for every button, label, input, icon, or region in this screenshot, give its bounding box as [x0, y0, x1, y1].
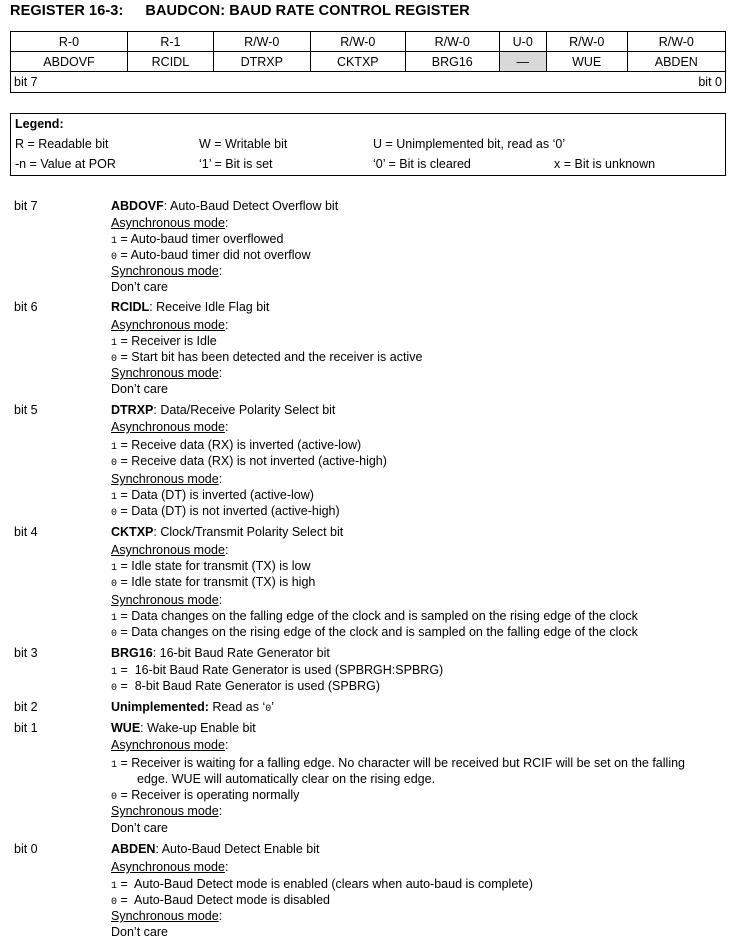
bit1-value-0: 0 = Receiver is operating normally	[111, 788, 300, 803]
bit7-async-heading: Asynchronous mode:	[111, 216, 229, 230]
bit0-title: ABDEN: Auto-Baud Detect Enable bit	[111, 842, 320, 856]
bit5-value-0: 0 = Receive data (RX) is not inverted (active-high)	[111, 454, 387, 469]
bit5-title: DTRXP: Data/Receive Polarity Select bit	[111, 403, 336, 417]
bit7-title: ABDOVF: Auto-Baud Detect Overflow bit	[111, 199, 339, 213]
legend-writable: W = Writable bit	[199, 137, 288, 151]
bit1-value-1: 1 = Receiver is waiting for a falling edge. No character will be received but RCIF will be set on the falling	[111, 756, 685, 771]
bit4-value-0: 0 = Idle state for transmit (TX) is high	[111, 575, 316, 590]
bit7-value-0: 0 = Auto-baud timer did not overflow	[111, 248, 311, 263]
access-bit1: R/W-0	[546, 32, 627, 52]
bit4-label: bit 4	[14, 525, 38, 539]
bit4-async-heading: Asynchronous mode:	[111, 543, 229, 557]
bit5-value-1: 1 = Receive data (RX) is inverted (active-low)	[111, 438, 362, 453]
register-bit-table	[10, 31, 726, 93]
bit6-async-heading: Asynchronous mode:	[111, 318, 229, 332]
bit0-label: bit 0	[14, 842, 38, 856]
name-bit7: ABDOVF	[11, 52, 128, 72]
bit-range-row	[11, 72, 726, 93]
access-bit6: R-1	[127, 32, 213, 52]
bit0-async-heading: Asynchronous mode:	[111, 860, 229, 874]
bit0-sync-heading: Synchronous mode:	[111, 909, 223, 923]
bit6-label: bit 6	[14, 300, 38, 314]
bit6-value-1: 1 = Receiver is Idle	[111, 334, 217, 349]
bit6-title: RCIDL: Receive Idle Flag bit	[111, 300, 270, 314]
access-bit7: R-0	[11, 32, 128, 52]
bit5-sync-value-0: 0 = Data (DT) is not inverted (active-high)	[111, 504, 340, 519]
legend-title: Legend:	[15, 117, 64, 131]
bit1-sync-heading: Synchronous mode:	[111, 804, 223, 818]
bit-low-label: bit 0	[698, 75, 722, 89]
register-title	[10, 3, 470, 19]
bit7-sync-dontcare: Don’t care	[111, 280, 168, 294]
bit3-title: BRG16: 16-bit Baud Rate Generator bit	[111, 646, 330, 660]
legend-readable: R = Readable bit	[15, 137, 109, 151]
bit6-sync-heading: Synchronous mode:	[111, 366, 223, 380]
bit1-title: WUE: Wake-up Enable bit	[111, 721, 256, 735]
bit1-sync-dontcare: Don’t care	[111, 821, 168, 835]
access-bit4: R/W-0	[310, 32, 405, 52]
bit5-sync-value-1: 1 = Data (DT) is inverted (active-low)	[111, 488, 314, 503]
bit1-value-1-cont: edge. WUE will automatically clear on the rising edge.	[137, 772, 436, 786]
bit4-sync-value-0: 0 = Data changes on the rising edge of the clock and is sampled on the falling edge of the clock	[111, 625, 638, 640]
access-row	[11, 32, 726, 52]
access-bit0: R/W-0	[627, 32, 725, 52]
bit3-label: bit 3	[14, 646, 38, 660]
legend-box	[10, 113, 726, 176]
bit7-label: bit 7	[14, 199, 38, 213]
access-bit3: R/W-0	[405, 32, 499, 52]
bit1-label: bit 1	[14, 721, 38, 735]
name-bit1: WUE	[546, 52, 627, 72]
access-bit5: R/W-0	[213, 32, 310, 52]
bit0-value-0: 0 = Auto-Baud Detect mode is disabled	[111, 893, 330, 908]
bit4-sync-value-1: 1 = Data changes on the falling edge of the clock and is sampled on the rising edge of the clock	[111, 609, 638, 624]
bit0-value-1: 1 = Auto-Baud Detect mode is enabled (clears when auto-baud is complete)	[111, 877, 533, 892]
bit4-value-1: 1 = Idle state for transmit (TX) is low	[111, 559, 311, 574]
register-number: REGISTER 16-3:	[10, 3, 124, 19]
legend-unknown: x = Bit is unknown	[554, 157, 656, 171]
bit6-value-0: 0 = Start bit has been detected and the receiver is active	[111, 350, 423, 365]
bit4-sync-heading: Synchronous mode:	[111, 593, 223, 607]
legend-cleared: ‘0’ = Bit is cleared	[373, 157, 471, 171]
register-name: BAUDCON: BAUD RATE CONTROL REGISTER	[145, 3, 470, 19]
name-bit6: RCIDL	[127, 52, 213, 72]
bit7-sync-heading: Synchronous mode:	[111, 264, 223, 278]
legend-set: ‘1’ = Bit is set	[199, 157, 273, 171]
bit6-sync-dontcare: Don’t care	[111, 382, 168, 396]
bit5-label: bit 5	[14, 403, 38, 417]
bit2-title: Unimplemented: Read as ‘0’	[111, 700, 275, 715]
name-bit3: BRG16	[405, 52, 499, 72]
bit-high-label: bit 7	[14, 75, 38, 89]
bit4-title: CKTXP: Clock/Transmit Polarity Select bit	[111, 525, 344, 539]
name-row	[11, 52, 726, 72]
name-bit5: DTRXP	[213, 52, 310, 72]
legend-unimplemented: U = Unimplemented bit, read as ‘0’	[373, 137, 566, 151]
bit5-sync-heading: Synchronous mode:	[111, 472, 223, 486]
legend-por: -n = Value at POR	[15, 157, 116, 171]
name-bit0: ABDEN	[627, 52, 725, 72]
bit5-async-heading: Asynchronous mode:	[111, 420, 229, 434]
name-bit2: —	[499, 52, 546, 72]
access-bit2: U-0	[499, 32, 546, 52]
bit3-value-0: 0 = 8-bit Baud Rate Generator is used (SPBRG)	[111, 679, 380, 694]
bit0-sync-dontcare: Don’t care	[111, 925, 168, 939]
bit3-value-1: 1 = 16-bit Baud Rate Generator is used (SPBRGH:SPBRG)	[111, 663, 444, 678]
bit1-async-heading: Asynchronous mode:	[111, 738, 229, 752]
bit7-value-1: 1 = Auto-baud timer overflowed	[111, 232, 284, 247]
name-bit4: CKTXP	[310, 52, 405, 72]
bit2-label: bit 2	[14, 700, 38, 714]
